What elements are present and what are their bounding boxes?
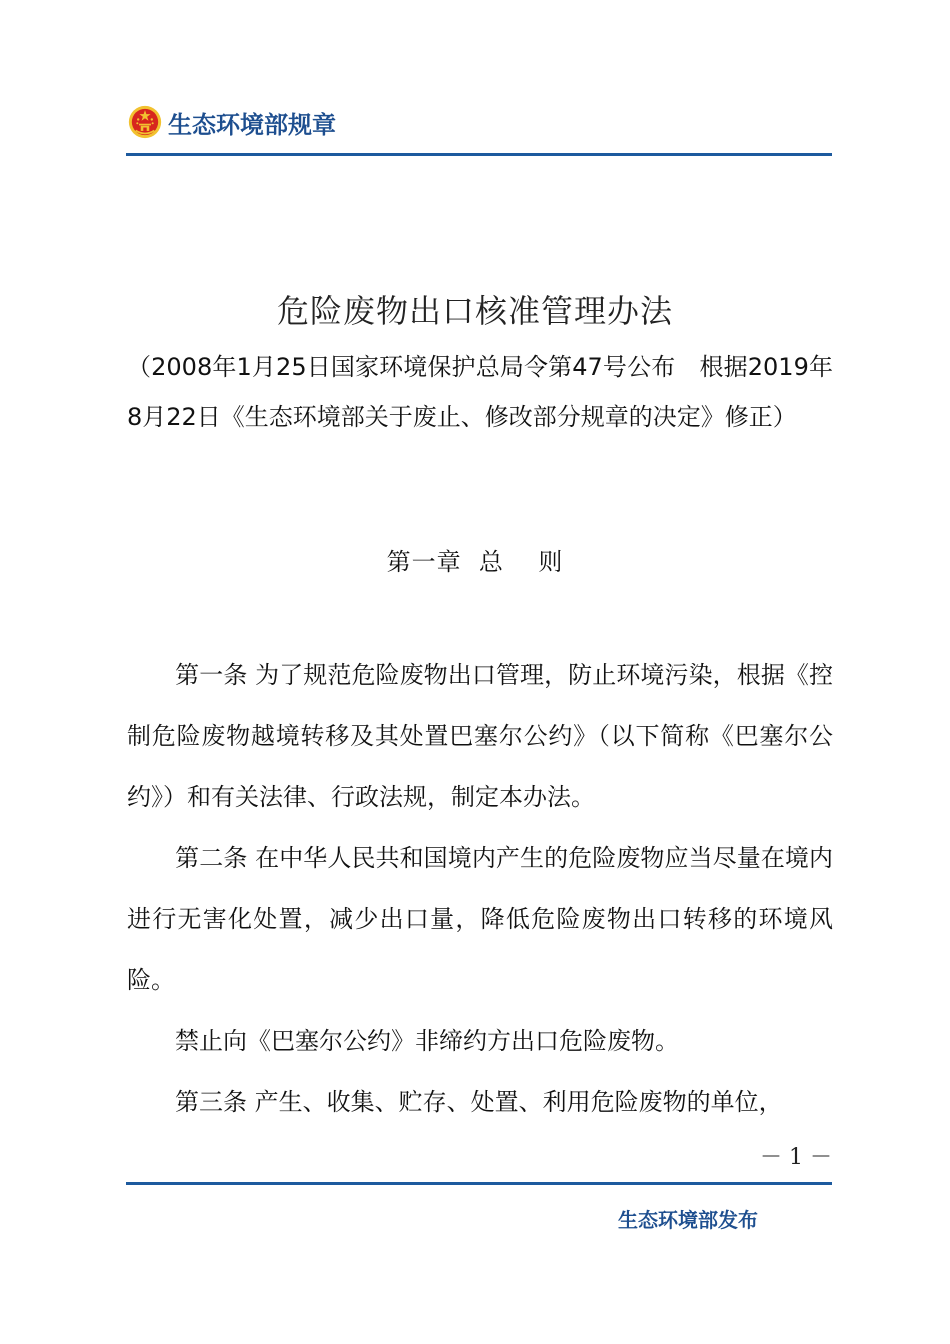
- article-paragraph: 第三条 产生、收集、贮存、处置、利用危险废物的单位，: [127, 1088, 783, 1116]
- header-title: 生态环境部规章: [168, 110, 336, 139]
- document-title: 危险废物出口核准管理办法: [276, 292, 673, 330]
- article-paragraph: 禁止向《巴塞尔公约》非缔约方出口危险废物。: [127, 1027, 679, 1055]
- document-subtitle: （2008年1月25日国家环境保护总局令第47号公布 根据2019年8月22日《生态环境部关于废止、修改部分规章的决定》修正）: [127, 353, 833, 431]
- header-divider: [126, 153, 832, 156]
- footer-publisher: 生态环境部发布: [618, 1208, 758, 1232]
- article-paragraph: 第二条 在中华人民共和国境内产生的危险废物应当尽量在境内进行无害化处置，减少出口量，降低危险废物出口转移的环境风险。: [127, 844, 833, 994]
- national-emblem-icon: [128, 105, 162, 139]
- chapter-heading: 第一章 总 则: [386, 548, 564, 576]
- footer-divider: [126, 1182, 832, 1185]
- article-paragraph: 第一条 为了规范危险废物出口管理，防止环境污染，根据《控制危险废物越境转移及其处置巴塞尔公约》（以下简称《巴塞尔公约》）和有关法律、行政法规，制定本办法。: [127, 661, 833, 811]
- page-number: － 1 －: [760, 1145, 832, 1170]
- page-header: [128, 100, 336, 144]
